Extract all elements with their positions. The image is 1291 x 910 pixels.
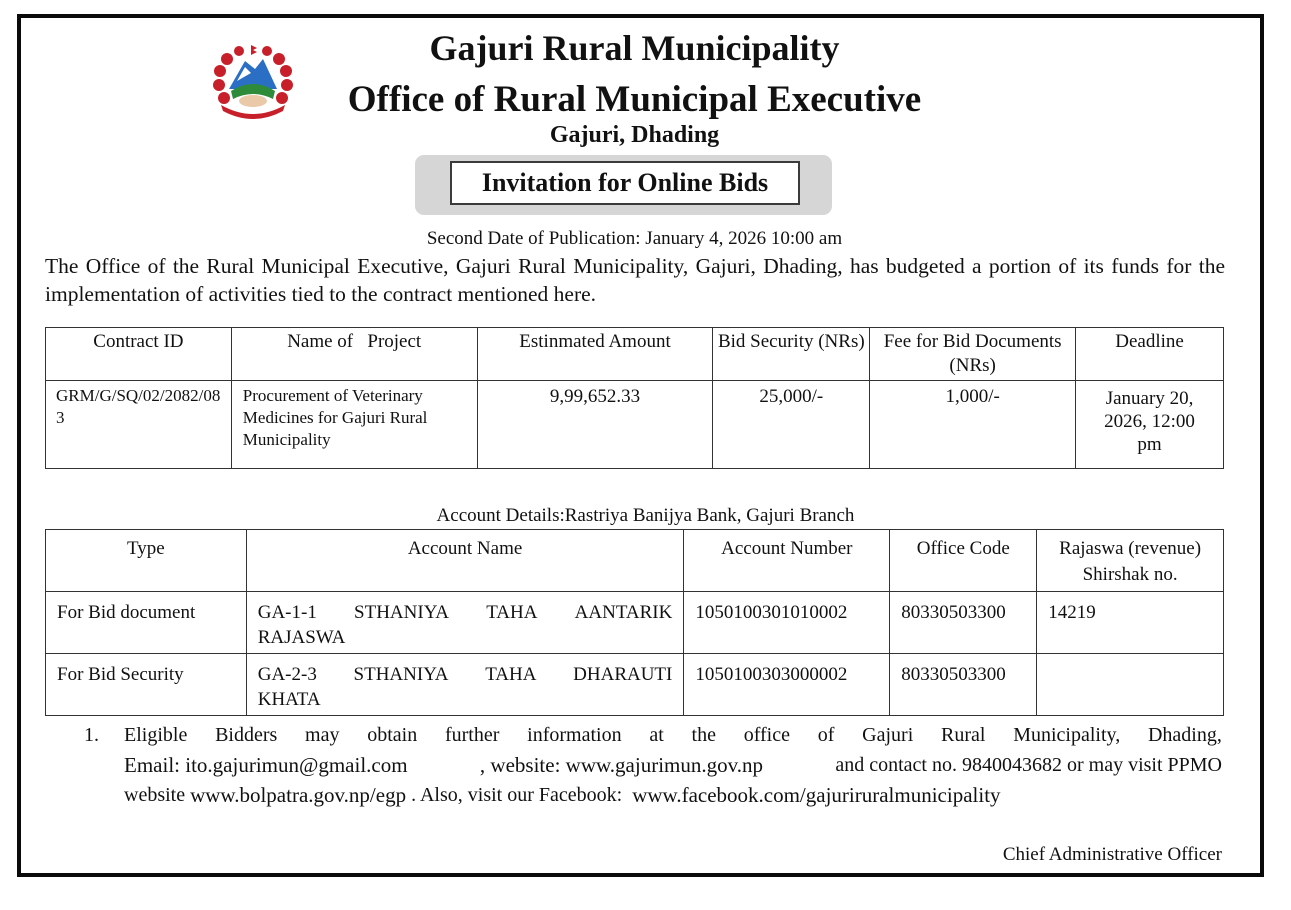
account-name: GA-2-3 STHANIYA TAHA DHARAUTI KHATA <box>246 654 684 716</box>
office-code: 80330503300 <box>890 654 1037 716</box>
notes-list <box>84 720 1222 810</box>
contract-table-header <box>46 328 1224 381</box>
note-number: 1. <box>84 724 99 746</box>
email-link[interactable]: ito.gajurimun@gmail.com <box>185 753 408 777</box>
col-account-number: Account Number <box>684 530 890 592</box>
ppmo-link[interactable]: www.bolpatra.gov.np/egp <box>190 783 407 807</box>
office-location: Gajuri, Dhading <box>549 122 720 148</box>
office-name: Office of Rural Municipal Executive <box>347 79 922 120</box>
note-line-1: Eligible Bidders may obtain further information at the office of Gajuri Rural Municipality, Dhading, <box>124 724 1222 746</box>
publication-date: Second Date of Publication: January 4, 2026 10:00 am <box>426 228 843 249</box>
estimated-amount: 9,99,652.33 <box>477 381 713 469</box>
col-office-code: Office Code <box>890 530 1037 592</box>
note-line-3: website www.bolpatra.gov.np/egp . Also, visit our Facebook: www.facebook.com/gajuriruralmunicipality <box>124 780 1222 810</box>
col-estimated-amount: Estinmated Amount <box>477 328 713 381</box>
account-name: GA-1-1 STHANIYA TAHA AANTARIK RAJASWA <box>246 592 684 654</box>
col-bid-fee: Fee for Bid Documents (NRs) <box>870 328 1076 381</box>
col-type: Type <box>46 530 247 592</box>
account-number: 1050100303000002 <box>684 654 890 716</box>
col-account-name: Account Name <box>246 530 684 592</box>
account-details-caption: Account Details:Rastriya Banijya Bank, Gajuri Branch <box>436 505 855 526</box>
table-row <box>46 654 1224 716</box>
col-deadline: Deadline <box>1076 328 1224 381</box>
bid-security: 25,000/- <box>713 381 870 469</box>
website-link[interactable]: www.gajurimun.gov.np <box>565 753 763 777</box>
col-bid-security: Bid Security (NRs) <box>713 328 870 381</box>
shirshak-no: 14219 <box>1037 592 1224 654</box>
note-line-2: Email: ito.gajurimun@gmail.com , website: www.gajurimun.gov.np and contact no. 9840043682 or may visit PPMO <box>124 753 1222 777</box>
signatory-title: Chief Administrative Officer <box>1002 844 1222 865</box>
account-table <box>45 529 1224 716</box>
account-type: For Bid Security <box>46 654 247 716</box>
facebook-link[interactable]: www.facebook.com/gajuriruralmunicipality <box>632 783 1001 807</box>
bid-fee: 1,000/- <box>870 381 1076 469</box>
col-shirshak-no: Rajaswa (revenue) Shirshak no. <box>1037 530 1224 592</box>
intro-paragraph: The Office of the Rural Municipal Executive, Gajuri Rural Municipality, Gajuri, Dhading, has budgeted a portion of its funds for the implementation of activities tied to the contract mentioned here. <box>45 254 1225 306</box>
notice-title: Invitation for Online Bids <box>450 161 800 205</box>
account-table-header <box>46 530 1224 592</box>
municipality-name: Gajuri Rural Municipality <box>429 28 840 68</box>
contract-id: GRM/G/SQ/02/2082/083 <box>46 381 232 469</box>
table-row <box>46 592 1224 654</box>
contract-table <box>45 327 1224 469</box>
office-code: 80330503300 <box>890 592 1037 654</box>
notice-title-banner <box>415 155 832 215</box>
col-contract-id: Contract ID <box>46 328 232 381</box>
note-item <box>124 720 1222 810</box>
shirshak-no <box>1037 654 1224 716</box>
table-row <box>46 381 1224 469</box>
account-number: 1050100301010002 <box>684 592 890 654</box>
project-name: Procurement of Veterinary Medicines for Gajuri Rural Municipality <box>231 381 477 469</box>
deadline: January 20, 2026, 12:00 pm <box>1076 381 1224 469</box>
col-project-name: Name of Project <box>231 328 477 381</box>
account-type: For Bid document <box>46 592 247 654</box>
